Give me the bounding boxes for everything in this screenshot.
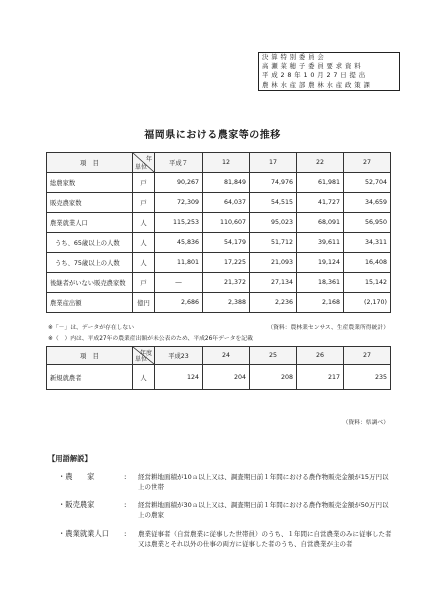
- table-cell: 90,267: [155, 173, 203, 193]
- header-year-cell: 26: [297, 347, 344, 365]
- table-row: [47, 293, 391, 313]
- stamp-date: 平 成 2 8 年 1 0 月 2 7 日 提 出: [262, 71, 366, 80]
- table-cell: 68,091: [297, 213, 344, 233]
- header-unit-label: 単位: [135, 164, 148, 171]
- row-unit: 人: [133, 233, 155, 253]
- table-row: [47, 173, 391, 193]
- table-row: [47, 365, 391, 390]
- header-year-label: 年: [145, 156, 152, 163]
- table-cell: 54,179: [203, 233, 250, 253]
- table-cell: 15,142: [344, 273, 391, 293]
- header-year-cell: 平成７: [155, 153, 203, 173]
- table-cell: 204: [203, 365, 250, 390]
- row-unit: 戸: [133, 193, 155, 213]
- table-row: [47, 213, 391, 233]
- glossary-definition: 経営耕地面積が30ａ以上又は、調査期日前１年間における農作物販売金額が50万円以上の農家: [138, 501, 389, 519]
- glossary-colon: :: [124, 472, 127, 481]
- table-cell: 115,253: [155, 213, 203, 233]
- row-unit: 戸: [133, 273, 155, 293]
- table-cell: 2,388: [203, 293, 250, 313]
- stamp-department: 農 林 水 産 部 農 林 水 産 政 策 課: [262, 80, 371, 89]
- table-cell: (2,170): [344, 293, 391, 313]
- row-label: 農業就業人口: [47, 213, 133, 233]
- table-cell: 27,134: [250, 273, 297, 293]
- header-year-cell: 24: [203, 347, 250, 365]
- header-year-cell: 平成23: [155, 347, 203, 365]
- table-cell: 54,515: [250, 193, 297, 213]
- row-label: うち、75歳以上の人数: [47, 253, 133, 273]
- glossary-heading: 【用語解説】: [48, 454, 92, 463]
- glossary-colon: :: [124, 529, 127, 538]
- table-cell: 21,093: [250, 253, 297, 273]
- table-cell: 217: [297, 365, 344, 390]
- table-cell: 11,801: [155, 253, 203, 273]
- table-cell: 39,611: [297, 233, 344, 253]
- table-cell: 18,361: [297, 273, 344, 293]
- header-year-cell: 17: [250, 153, 297, 173]
- table-cell: 72,309: [155, 193, 203, 213]
- note-dash: ※「－」は、データが存在しない: [48, 325, 135, 331]
- table-cell: 124: [155, 365, 203, 390]
- table-cell: 74,976: [250, 173, 297, 193]
- page-title: 福岡県における農家等の推移: [144, 130, 281, 141]
- row-label: 新規就農者: [47, 365, 133, 390]
- header-year-unit: [133, 153, 155, 173]
- row-unit: 人: [133, 253, 155, 273]
- table-cell: ―: [155, 273, 203, 293]
- table-cell: 95,023: [250, 213, 297, 233]
- header-year-label: 年度: [139, 350, 152, 357]
- header-year-cell: 22: [297, 153, 344, 173]
- row-label: うち、65歳以上の人数: [47, 233, 133, 253]
- table-cell: 19,124: [297, 253, 344, 273]
- glossary-definition: 経営耕地面積が10ａ以上又は、調査期日前１年間における農作物販売金額が15万円以上の世帯: [138, 473, 389, 491]
- row-label: 総農家数: [47, 173, 133, 193]
- table-row: [47, 253, 391, 273]
- stamp-committee: 決 算 特 別 委 員 会: [262, 53, 325, 61]
- table-cell: 16,408: [344, 253, 391, 273]
- header-item: 項 目: [47, 153, 133, 173]
- table-header-row: [47, 347, 391, 365]
- row-unit: 人: [133, 213, 155, 233]
- note-parenthesis: ※（ ）内は、平成27年の農業産出額が未公表のため、平成26年データを記載: [48, 336, 253, 342]
- glossary-definition: 農業従事者（自営農業に従事した世帯員）のうち、１年間に自営農業のみに従事した者又は農業とそれ以外の仕事の両方に従事した者のうち、自営農業が主の者: [138, 530, 392, 548]
- table-cell: 64,037: [203, 193, 250, 213]
- table-cell: 51,712: [250, 233, 297, 253]
- header-year-cell: 27: [344, 347, 391, 365]
- row-unit: 戸: [133, 173, 155, 193]
- table-header-row: [47, 153, 391, 173]
- glossary-term: ・農 家: [58, 472, 95, 481]
- glossary-term: ・農業就業人口: [58, 529, 110, 538]
- source-note-prefecture: （資料：県調べ）: [342, 420, 389, 426]
- glossary-term: ・販売農家: [58, 500, 95, 509]
- table-cell: 208: [250, 365, 297, 390]
- table-cell: 52,704: [344, 173, 391, 193]
- submission-stamp-box: [258, 52, 400, 91]
- table-cell: 2,168: [297, 293, 344, 313]
- header-year-unit: [133, 347, 155, 365]
- row-label: 農業産出額: [47, 293, 133, 313]
- table-row: [47, 193, 391, 213]
- row-label: 販売農家数: [47, 193, 133, 213]
- header-year-cell: 12: [203, 153, 250, 173]
- header-year-cell: 27: [344, 153, 391, 173]
- table-cell: 17,225: [203, 253, 250, 273]
- table-cell: 34,659: [344, 193, 391, 213]
- table-cell: 110,607: [203, 213, 250, 233]
- new-farmers-table: [46, 346, 391, 390]
- table-cell: 56,950: [344, 213, 391, 233]
- table-cell: 61,981: [297, 173, 344, 193]
- header-year-cell: 25: [250, 347, 297, 365]
- row-unit: 億円: [133, 293, 155, 313]
- table-cell: 41,727: [297, 193, 344, 213]
- table-cell: 2,236: [250, 293, 297, 313]
- table-row: [47, 273, 391, 293]
- table-row: [47, 233, 391, 253]
- row-unit: 人: [133, 365, 155, 390]
- row-label: 後継者がいない販売農家数: [47, 273, 133, 293]
- table-cell: 45,836: [155, 233, 203, 253]
- table-cell: 21,372: [203, 273, 250, 293]
- source-note-census: （資料：農林業センサス、生産農業所得統計）: [267, 325, 389, 331]
- glossary-colon: :: [124, 500, 127, 509]
- header-unit-label: 単位: [135, 356, 148, 363]
- farm-household-table: [46, 152, 391, 313]
- table-cell: 2,686: [155, 293, 203, 313]
- header-item: 項 目: [47, 347, 133, 365]
- stamp-requester: 高 瀬 菜 穂 子 委 員 要 求 資 料: [262, 62, 362, 71]
- table-cell: 235: [344, 365, 391, 390]
- table-cell: 81,849: [203, 173, 250, 193]
- table-cell: 34,311: [344, 233, 391, 253]
